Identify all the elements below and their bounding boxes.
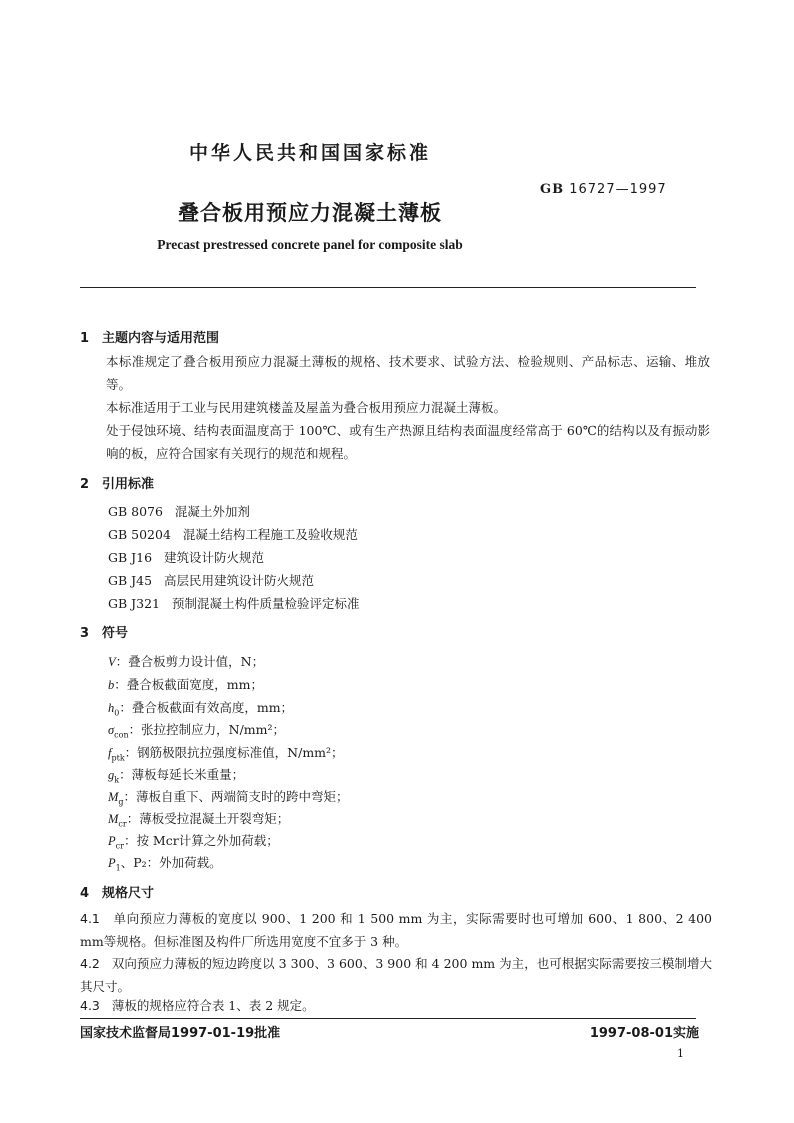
symbol-description: ：叠合板截面有效高度，mm； (119, 700, 294, 715)
reference-item (108, 594, 359, 612)
reference-code: GB 8076 (108, 504, 163, 519)
symbol-item (108, 853, 222, 873)
clause-text: 单向预应力薄板的宽度以 900、1 200 和 1 500 mm 为主，实际需要时也可增加 600、1 800、2 400 mm等规格。但标准图及构件厂所选用宽度不宜多于 3 种。 (80, 911, 713, 949)
symbol-subscript: ptk (111, 753, 125, 763)
symbol-description: ：薄板受拉混凝土开裂弯矩； (126, 811, 290, 826)
footer-divider (80, 1018, 696, 1019)
symbol-subscript: g (118, 797, 124, 807)
clause-number: 4.3 (80, 998, 100, 1013)
symbol-item (108, 831, 279, 851)
reference-code: GB J321 (108, 596, 161, 611)
symbol: h (108, 701, 115, 715)
reference-item (108, 502, 250, 520)
section-title: 符号 (102, 626, 129, 641)
paragraph: 本标准规定了叠合板用预应力混凝土薄板的规格、技术要求、试验方法、检验规则、产品标志、运输、堆放等。 (106, 354, 710, 392)
symbol: P (108, 834, 116, 848)
reference-name: 混凝土结构工程施工及验收规范 (182, 527, 358, 542)
symbol-description: ：按 Mcr计算之外加荷载； (123, 833, 279, 848)
symbol: b (108, 678, 115, 692)
symbol-description: ：叠合板截面宽度，mm； (114, 677, 263, 692)
symbol-item (108, 698, 293, 718)
reference-name: 预制混凝土构件质量检验评定标准 (171, 596, 360, 611)
symbol-item (108, 743, 344, 763)
reference-item (108, 548, 264, 566)
symbol-description: ：张拉控制应力，N/mm²； (128, 722, 285, 737)
symbol: P (108, 856, 116, 870)
reference-code: GB J16 (108, 550, 153, 565)
section-number: 3 (80, 626, 90, 641)
clause-item (80, 994, 712, 1017)
symbol-description: ：薄板自重下、两端简支时的跨中弯矩； (123, 789, 349, 804)
clause-item (80, 907, 712, 953)
reference-name: 高层民用建筑设计防火规范 (163, 573, 314, 588)
standard-number: 16727—1997 (569, 182, 667, 197)
symbol-item (108, 675, 263, 695)
section-1-heading (80, 327, 219, 346)
approval-date: 国家技术监督局1997-01-19批准 (80, 1026, 281, 1041)
reference-item (108, 525, 358, 543)
symbol-subscript: cr (115, 841, 124, 851)
header-divider (80, 287, 696, 288)
document-title-en: Precast prestressed concrete panel for composite slab (157, 237, 463, 252)
symbol-item (108, 765, 244, 785)
section-title: 主题内容与适用范围 (102, 331, 220, 346)
section-title: 引用标准 (102, 477, 155, 492)
section-1-body (80, 350, 710, 465)
symbol: M (108, 812, 119, 826)
symbol-description: ：钢筋极限抗拉强度标准值，N/mm²； (124, 745, 344, 760)
symbol: σ (108, 723, 115, 737)
symbol-item (108, 720, 285, 740)
paragraph: 处于侵蚀环境、结构表面温度高于 100℃、或有生产热源且结构表面温度经常高于 60℃的结构以及有振动影响的板，应符合国家有关现行的规范和规程。 (106, 423, 710, 461)
reference-code: GB J45 (108, 573, 153, 588)
section-number: 1 (80, 331, 90, 346)
symbol-item (108, 809, 289, 829)
page-number: 1 (677, 1047, 684, 1060)
symbol-item (108, 652, 264, 672)
clause-text: 薄板的规格应符合表 1、表 2 规定。 (111, 998, 315, 1013)
reference-code: GB 50204 (108, 527, 171, 542)
section-number: 2 (80, 477, 90, 492)
symbol: f (108, 746, 112, 760)
symbol-subscript: 0 (114, 708, 120, 718)
symbol-subscript: con (114, 730, 129, 740)
clause-text: 双向预应力薄板的短边跨度以 3 300、3 600、3 900 和 4 200 mm 为主，也可根据实际需要按三模制增大其尺寸。 (80, 956, 712, 994)
reference-item (108, 571, 314, 589)
standard-prefix: GB (540, 182, 565, 197)
symbol-subscript: 1 (115, 863, 121, 873)
clause-number: 4.2 (80, 956, 100, 971)
symbol-description: 、P₂：外加荷载。 (120, 855, 222, 870)
symbol-description: ：叠合板剪力设计值，N； (115, 654, 265, 669)
section-4-heading (80, 882, 154, 901)
national-standard-heading: 中华人民共和国国家标准 (188, 142, 431, 164)
standard-code (540, 182, 667, 197)
paragraph: 本标准适用于工业与民用建筑楼盖及屋盖为叠合板用预应力混凝土薄板。 (106, 400, 507, 415)
symbol: V (108, 655, 116, 669)
implementation-date: 1997-08-01实施 (589, 1026, 699, 1041)
clause-number: 4.1 (80, 911, 100, 926)
symbol-description: ：薄板每延长米重量； (119, 767, 245, 782)
symbol-item (108, 787, 349, 807)
section-2-heading (80, 473, 154, 492)
clause-item (80, 952, 712, 998)
symbol-subscript: k (114, 775, 120, 785)
symbol: M (108, 790, 119, 804)
section-3-heading (80, 622, 128, 641)
symbol: g (108, 768, 115, 782)
reference-name: 建筑设计防火规范 (163, 550, 264, 565)
section-number: 4 (80, 886, 90, 901)
symbol-subscript: cr (118, 819, 127, 829)
section-title: 规格尺寸 (102, 886, 155, 901)
reference-name: 混凝土外加剂 (174, 504, 250, 519)
document-title-cn: 叠合板用预应力混凝土薄板 (178, 201, 442, 225)
